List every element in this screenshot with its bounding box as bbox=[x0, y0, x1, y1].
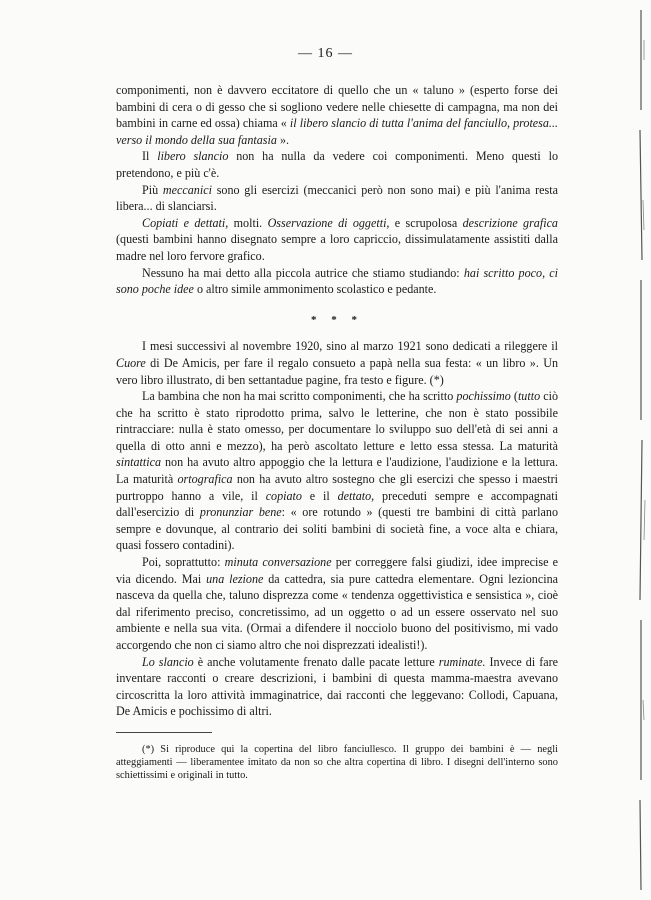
italic-text: Cuore bbox=[116, 355, 146, 370]
text-run: Invece di fare inventare racconti o creare descrizioni, i bambini di questa mamma-maestra avevano circoscritta la loro attività immaginatrice, dai racconti che leggevano: Collodi, Capuana, De Amicis e pochissimo di altri. bbox=[116, 654, 558, 719]
text-run: Il bbox=[142, 149, 158, 164]
text-run: e scrupolosa bbox=[389, 215, 463, 230]
italic-text: minuta conversazione bbox=[224, 555, 332, 570]
italic-text: copiato bbox=[265, 488, 302, 503]
italic-text: descrizione grafica bbox=[462, 215, 558, 230]
page-binding-edge bbox=[629, 0, 651, 900]
italic-text: libero slancio bbox=[157, 149, 229, 164]
italic-text: una lezione bbox=[206, 571, 264, 586]
text-run: ciò che ha scritto è stato riprodotto prima, salvo le letterine, che non è stato possibile rintracciare: nulla è stato omesso, per documentare lo sviluppo suo dell'età di sei anni a quella di otto anni e mezzo), ha però ascoltato letture e letto essa stessa. La maturità bbox=[116, 389, 558, 453]
paragraphs-block-1 bbox=[116, 82, 558, 298]
italic-text: ortografica bbox=[177, 472, 233, 487]
italic-text: Osservazione di oggetti, bbox=[267, 215, 390, 230]
text-run: (questi bambini hanno disegnato sempre a loro capriccio, dissimulatamente assistiti dalla madre nel loro fervore grafico. bbox=[116, 232, 558, 263]
text-run: Nessuno ha mai detto alla piccola autrice che stiamo studiando: bbox=[142, 265, 464, 280]
paragraph bbox=[116, 215, 558, 265]
footnote-divider bbox=[116, 732, 212, 733]
text-run: preceduti sempre e accompagnati dall'esercizio di bbox=[116, 488, 558, 520]
text-run: ( bbox=[510, 389, 518, 404]
italic-text: dettato, bbox=[337, 488, 375, 503]
italic-text: sintattica bbox=[116, 455, 162, 470]
text-run: di De Amicis, per fare il regalo consueto a papà nella sua festa: « un libro ». Un vero libro illustrato, di ben settantadue pagine, fra testo e figure. (*) bbox=[116, 355, 558, 387]
section-separator: * * * bbox=[311, 313, 363, 326]
text-run: Poi, soprattutto: bbox=[142, 555, 225, 570]
text-run: da cattedra, sia pure cattedra elementare. Ogni lezioncina nasceva da quella che, taluno disprezza come « tendenza oggettivistica e sensistica », cioè dal riferimento preciso, concretissimo, ad un oggetto o ad un essere osservato nel suo ambiente e nella sua vita. (Ormai a difendere il nocciolo buono del positivismo, mi vado accorgendo che non ci siamo altro che noi disprezzati idealisti!). bbox=[116, 571, 558, 652]
paragraph bbox=[116, 554, 558, 654]
italic-text: Lo slancio bbox=[142, 654, 194, 669]
text-run: I mesi successivi al novembre 1920, sino al marzo 1921 sono dedicati a rileggere il bbox=[142, 339, 558, 354]
text-run: Più bbox=[142, 182, 163, 197]
text-run: La bambina che non ha mai scritto componimenti, che ha scritto bbox=[142, 389, 457, 404]
italic-text: pronunziar bene bbox=[199, 505, 282, 520]
paragraph bbox=[116, 338, 558, 388]
italic-text: hai scritto poco, ci sono poche idee bbox=[116, 265, 558, 297]
italic-text: ruminate. bbox=[438, 654, 486, 669]
paragraph bbox=[116, 182, 558, 215]
italic-text: meccanici bbox=[162, 182, 212, 197]
text-run: per correggere falsi giudizi, idee imprecise e via dicendo. Mai bbox=[116, 555, 558, 586]
text-run: componimenti, non è davvero eccitatore di quello che un « taluno » (esperto forse dei bambini di cera o di gesso che si sogliono vedere nelle chiesette di campagna, ma non dei bambini in carne ed ossa) chiama « bbox=[116, 83, 558, 131]
italic-text: il libero slancio di tutta l'anima del fanciullo, protesa... verso il mondo della sua fantasia bbox=[116, 116, 558, 147]
text-run: o altro simile ammonimento scolastico e pedante. bbox=[193, 282, 437, 297]
italic-text: Copiati e dettati, bbox=[142, 215, 229, 230]
text-run: è anche volutamente frenato dalle pacate letture bbox=[193, 654, 439, 669]
italic-text: tutto bbox=[517, 389, 541, 404]
text-run: non ha nulla da vedere coi componimenti. Meno questi lo pretendono, e più c'è. bbox=[116, 149, 558, 180]
text-run: non ha avuto altro sostegno che gli esercizi che spesso i maestri purtroppo hanno a vile, il bbox=[116, 472, 558, 503]
paragraphs-block-2 bbox=[116, 338, 558, 720]
paragraph bbox=[116, 388, 558, 554]
text-run: : « ore rotundo » (questi tre bambini di città parlano sempre e dovunque, al contrario dei soliti bambini di società fine, a voce alta e chiara, quasi fossero contadini). bbox=[116, 505, 558, 553]
paragraph bbox=[116, 265, 558, 298]
page-number: — 16 — bbox=[298, 46, 353, 61]
paragraph bbox=[116, 148, 558, 181]
footnote: (*) Si riproduce qui la copertina del libro fanciullesco. Il gruppo dei bambini è — negli atteggiamenti — liberamentee imitato da non so che altra copertina di libro. I disegni dell'interno sono schiettissimi e originali in tutto. bbox=[116, 744, 558, 782]
text-run: ». bbox=[276, 132, 290, 147]
text-run: e il bbox=[301, 488, 338, 503]
paragraph bbox=[116, 654, 558, 720]
text-run: molti. bbox=[228, 215, 268, 230]
text-run: non ha avuto altro appoggio che la lettura e l'audizione, l'audizione e la lettura. La maturità bbox=[116, 455, 558, 487]
body-text bbox=[116, 82, 558, 720]
paragraph bbox=[116, 82, 558, 148]
text-run: sono gli esercizi (meccanici però non sono mai) e più l'anima resta libera... di slanciarsi. bbox=[116, 182, 558, 214]
italic-text: pochissimo bbox=[456, 389, 511, 404]
